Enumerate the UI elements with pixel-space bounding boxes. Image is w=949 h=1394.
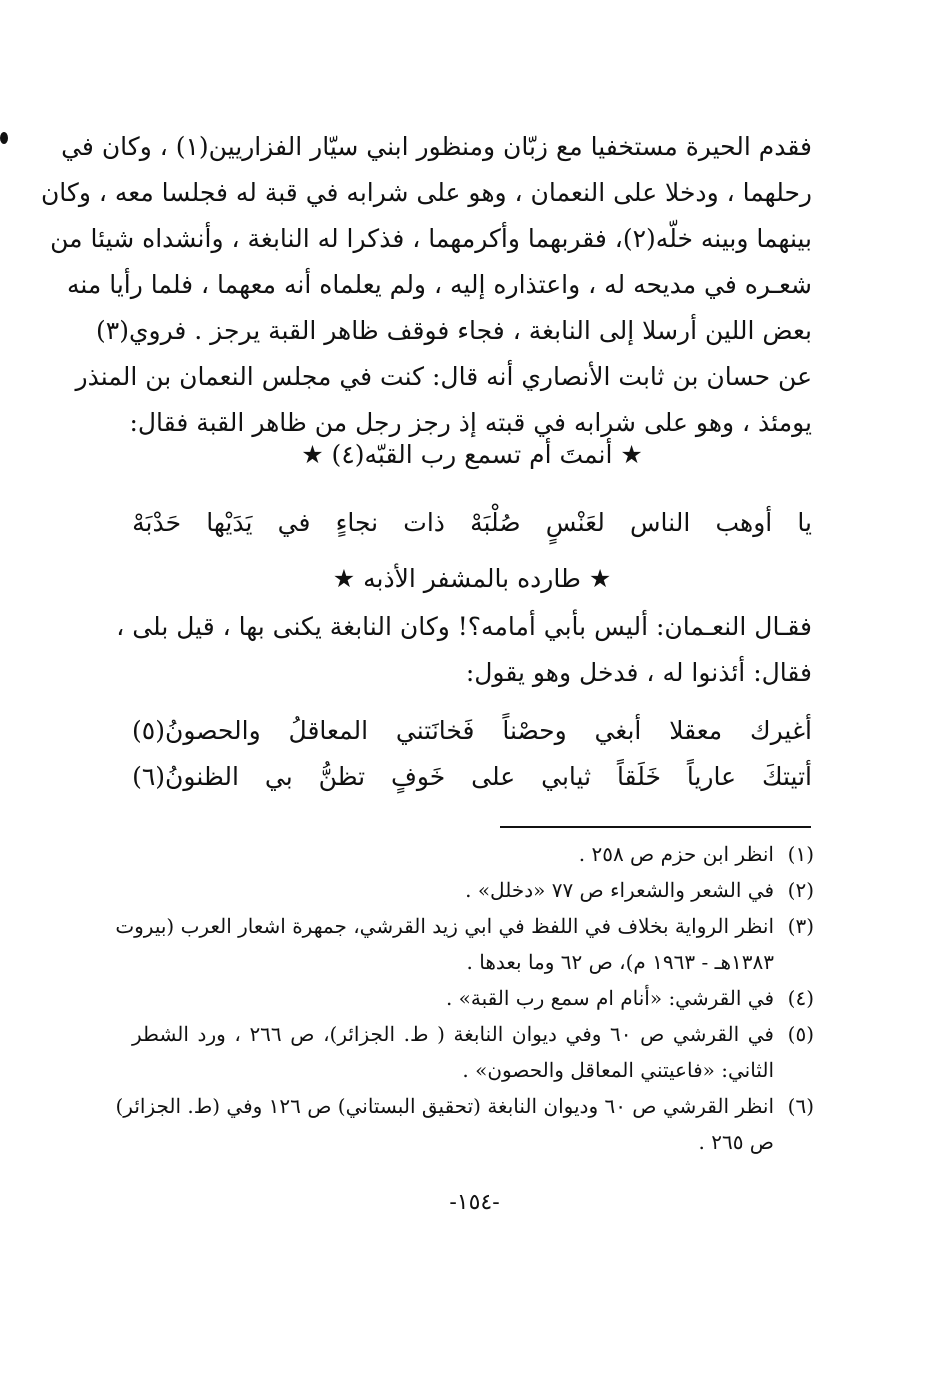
paragraph-line: شعـره في مديحه له ، واعتذاره إليه ، ولم يعلماه أنه معهما ، فلما رأيا منه bbox=[66, 270, 812, 299]
poem-word: فَخانَتني bbox=[395, 716, 475, 745]
poem-word: أتيتكَ bbox=[761, 762, 812, 791]
poem-word: خَوفٍ bbox=[390, 762, 446, 791]
paragraph-line: بعض اللين أرسلا إلى النابغة ، فجاء فوقف ظاهر القبة يرجز . فروي(٣) bbox=[95, 316, 812, 345]
poem-word: والحصونُ(٥) bbox=[132, 716, 261, 745]
paragraph-line: فقال: أئذنوا له ، فدخل وهو يقول: bbox=[465, 658, 812, 687]
footnote-text: في الشعر والشعراء ص ٧٧ «دخلل» . bbox=[465, 878, 774, 902]
verse-word: يا bbox=[797, 508, 812, 537]
poem-line bbox=[132, 754, 812, 800]
footnote-text: في القرشي ص ٦٠ وفي ديوان النابغة ( ط. الجزائر)، ص ٢٦٦ ، ورد الشطر bbox=[132, 1022, 774, 1046]
verse-word: ذات bbox=[403, 508, 445, 537]
poem-word: معقلا bbox=[669, 716, 723, 745]
poem-word: على bbox=[471, 762, 516, 791]
verse-word: الناس bbox=[630, 508, 691, 537]
footnote bbox=[132, 980, 814, 1016]
poem-word: أغيرك bbox=[750, 716, 812, 745]
footnote-text: ١٣٨٣هـ - ١٩٦٣ م)، ص ٦٢ وما بعدها . bbox=[466, 950, 774, 974]
poem-word: وحصْناً bbox=[502, 716, 567, 745]
page-number: -١٥٤- bbox=[449, 1190, 500, 1215]
footnote-number: (١) bbox=[787, 842, 814, 866]
verse-word: في bbox=[277, 508, 311, 537]
footnote-text: انظر الرواية بخلاف في اللفظ في ابي زيد القرشي، جمهرة اشعار العرب (بيروت bbox=[115, 914, 774, 938]
poem bbox=[132, 708, 812, 800]
footnote-text: في القرشي: «أنام ام سمع رب القبة» . bbox=[445, 986, 774, 1010]
rajaz-verse bbox=[132, 500, 812, 546]
footnote bbox=[132, 872, 814, 908]
margin-mark bbox=[0, 132, 8, 144]
verse-word: حَدْبَهْ bbox=[132, 508, 182, 537]
paragraph-line: عن حسان بن ثابت الأنصاري أنه قال: كنت في مجلس النعمان بن المنذر bbox=[75, 362, 812, 391]
footnote bbox=[115, 1088, 814, 1160]
footnote-number: (٢) bbox=[787, 878, 814, 902]
footnote bbox=[115, 908, 814, 980]
poem-word: ثيابي bbox=[541, 762, 592, 791]
second-paragraph bbox=[116, 604, 812, 696]
paragraph-line: بينهما وبينه خلّه(٢)، فقربهما وأكرمهما ، فذكرا له النابغة ، وأنشداه شيئا من bbox=[50, 224, 812, 253]
poem-word: عارياً bbox=[686, 762, 737, 791]
footnote-separator bbox=[500, 826, 811, 828]
verse-word: يَدَيْها bbox=[206, 508, 253, 537]
paragraph-line: فقـال النعـمان: أليس بأبي أمامه؟! وكان النابغة يكنى بها ، قيل بلى ، bbox=[116, 612, 812, 641]
footnote-number: (٥) bbox=[787, 1022, 814, 1046]
footnote-text: الثاني: «فاعيتني المعاقل والحصون» . bbox=[462, 1058, 774, 1082]
rajaz-line: ★ أنمتَ أم تسمع رب القبّه(٤) ★ bbox=[301, 440, 643, 469]
footnotes bbox=[115, 836, 814, 1160]
footnote-number: (٦) bbox=[787, 1094, 814, 1118]
main-paragraph bbox=[40, 124, 812, 446]
footnote bbox=[132, 836, 814, 872]
poem-word: أبغي bbox=[594, 716, 642, 745]
footnote-number: (٤) bbox=[787, 986, 814, 1010]
poem-line bbox=[132, 708, 812, 754]
poem-word: المعاقلُ bbox=[288, 716, 369, 745]
paragraph-line: يومئذ ، وهو على شرابه في قبته إذ رجز رجل من ظاهر القبة فقال: bbox=[129, 408, 812, 437]
footnote-text: انظر ابن حزم ص ٢٥٨ . bbox=[578, 842, 774, 866]
poem-word: تظنُّ bbox=[318, 762, 366, 791]
footnote bbox=[132, 1016, 814, 1088]
poem-word: الظنونُ(٦) bbox=[132, 762, 239, 791]
footnote-number: (٣) bbox=[787, 914, 814, 938]
paragraph-line: رحلهما ، ودخلا على النعمان ، وهو على شرابه في قبة له فجلسا معه ، وكان bbox=[40, 178, 812, 207]
verse-word: نجاءٍ bbox=[335, 508, 379, 537]
verse-word: صُلْبَهْ bbox=[470, 508, 521, 537]
paragraph-line: فقدم الحيرة مستخفيا مع زبّان ومنظور ابني سيّار الفزاريين(١) ، وكان في bbox=[61, 132, 812, 161]
footnote-text: ص ٢٦٥ . bbox=[698, 1130, 774, 1154]
verse-line bbox=[132, 500, 812, 546]
poem-word: بي bbox=[264, 762, 293, 791]
rajaz-line: ★ طارده بالمشفر الأذبه ★ bbox=[332, 564, 612, 593]
footnote-text: انظر القرشي ص ٦٠ وديوان النابغة (تحقيق البستاني) ص ١٢٦ وفي (ط. الجزائر) bbox=[115, 1094, 774, 1118]
poem-word: خَلَقاً bbox=[616, 762, 661, 791]
verse-word: لعَنْسٍ bbox=[545, 508, 605, 537]
verse-word: أوهب bbox=[715, 508, 773, 537]
